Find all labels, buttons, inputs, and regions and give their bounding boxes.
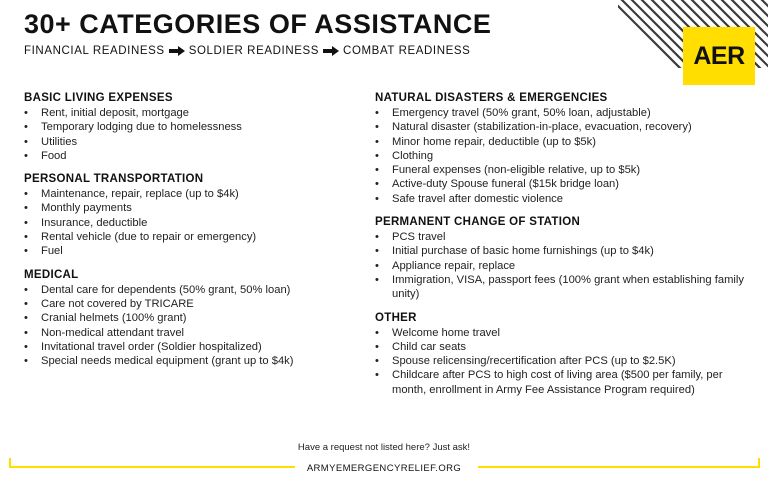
list-item: • Rent, initial deposit, mortgage [24,106,344,120]
left-column [24,91,344,377]
list-item: • Clothing [375,149,755,163]
list-item: • Rental vehicle (due to repair or emergency) [24,230,344,244]
list-item: • Minor home repair, deductible (up to $5k) [375,135,755,149]
aer-logo: AER [683,27,755,85]
subtitle-soldier: SOLDIER READINESS [188,45,320,57]
list-item: • Food [24,149,344,163]
subtitle-combat: COMBAT READINESS [343,45,471,57]
section-heading: BASIC LIVING EXPENSES [24,92,173,104]
section-heading: OTHER [375,311,417,324]
list-item: • Non-medical attendant travel [24,326,344,340]
section-basic-living [24,91,344,163]
section-medical [24,268,344,369]
list-item: • Childcare after PCS to high cost of living area ($500 per family, per month, enrollment in Army Fee Assistance Program required) [375,368,755,397]
list-item: • Child car seats [375,340,755,354]
arrow-right-icon [169,46,185,56]
list-item: • Special needs medical equipment (grant up to $4k) [24,354,344,368]
list-item: • PCS travel [375,230,755,244]
list-item: • Spouse relicensing/recertification after PCS (up to $2.5K) [375,354,755,368]
section-heading: PERMANENT CHANGE OF STATION [375,216,581,229]
section-heading: MEDICAL [24,268,79,281]
list-item: • Active-duty Spouse funeral ($15k bridge loan) [375,177,755,191]
list-item: • Immigration, VISA, passport fees (100% grant when establishing family unity) [375,273,755,302]
list-item: • Funeral expenses (non-eligible relative, up to $5k) [375,163,755,177]
list-item: • Maintenance, repair, replace (up to $4k) [24,187,344,201]
section-pcs [375,215,755,301]
list-item: • Safe travel after domestic violence [375,192,755,206]
list-item: • Cranial helmets (100% grant) [24,311,344,325]
list-item: • Monthly payments [24,201,344,215]
list-item: • Temporary lodging due to homelessness [24,120,344,134]
list-item: • Dental care for dependents (50% grant, 50% loan) [24,283,344,297]
list-item: • Insurance, deductible [24,216,344,230]
list-item: • Care not covered by TRICARE [24,297,344,311]
arrow-right-icon [323,46,339,56]
list-item: • Initial purchase of basic home furnishings (up to $4k) [375,244,755,258]
list-item: • Invitational travel order (Soldier hospitalized) [24,340,344,354]
ask-text: Have a request not listed here? Just ask! [297,442,471,453]
section-heading: NATURAL DISASTERS & EMERGENCIES [375,92,608,104]
subtitle-financial: FINANCIAL READINESS [24,45,165,57]
list-item: • Utilities [24,135,344,149]
list-item: • Emergency travel (50% grant, 50% loan, adjustable) [375,106,755,120]
right-column [375,91,755,406]
section-disasters [375,91,755,206]
readiness-subtitle [24,45,470,57]
list-item: • Fuel [24,244,344,258]
section-other [375,311,755,397]
list-item: • Welcome home travel [375,326,755,340]
list-item: • Appliance repair, replace [375,259,755,273]
page-title: 30+ CATEGORIES OF ASSISTANCE [24,9,492,39]
website-link[interactable]: ARMYEMERGENCYRELIEF.ORG [306,463,462,474]
section-transportation [24,172,344,258]
section-heading: PERSONAL TRANSPORTATION [24,173,204,186]
list-item: • Natural disaster (stabilization-in-place, evacuation, recovery) [375,120,755,134]
